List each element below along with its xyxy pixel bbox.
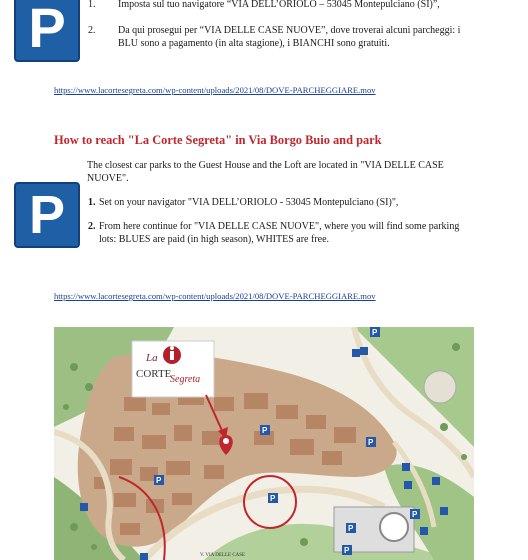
- parking-sign-bottom: [14, 182, 80, 248]
- en-intro-text: The closest car parks to the Guest House and the Loft are located in "VIA DELLE CASE NUOVE".: [87, 160, 444, 184]
- en-video-link[interactable]: https://www.lacortesegreta.com/wp-content/uploads/2021/08/DOVE-PARCHEGGIARE.mov: [54, 291, 376, 301]
- section-heading: How to reach "La Corte Segreta" in Via Borgo Buio and park: [54, 133, 382, 147]
- svg-text:P: P: [412, 510, 418, 519]
- svg-text:P: P: [270, 494, 276, 503]
- svg-text:P: P: [262, 426, 268, 435]
- map-logo-line3: Segreta: [170, 374, 201, 385]
- svg-text:P: P: [156, 476, 162, 485]
- map-logo-line1: La: [146, 352, 158, 364]
- parking-sign-letter: P: [28, 0, 66, 59]
- it-item-2-text: Da qui prosegui per “VIA DELLE CASE NUOVE”, dove troverai alcuni parcheggi: i BLU sono a pagamento (in alta stagione), i BIANCHI sono gratuiti.: [118, 25, 461, 49]
- parking-sign-top: [14, 0, 80, 62]
- parking-sign-letter: P: [28, 185, 66, 245]
- town-map-illustration: [54, 327, 474, 560]
- en-item-2-text: From here continue for "VIA DELLE CASE NUOVE", where you will find some parking lots: BLUES are paid (in high season), WHITES are free.: [99, 221, 460, 245]
- svg-text:P: P: [368, 438, 374, 447]
- it-item-2-number: 2.: [88, 25, 96, 36]
- map-street-label: V. VIA DELLE CASE: [200, 553, 246, 558]
- it-video-link[interactable]: https://www.lacortesegreta.com/wp-content/uploads/2021/08/DOVE-PARCHEGGIARE.mov: [54, 85, 376, 95]
- en-item-1-text: Set on your navigator "VIA DELL’ORIOLO - 53045 Montepulciano (SI)",: [99, 197, 399, 208]
- svg-text:P: P: [348, 524, 354, 533]
- town-map: [54, 327, 474, 560]
- svg-text:P: P: [344, 546, 350, 555]
- en-item-2-number: 2.: [88, 221, 96, 232]
- it-item-1-number: 1.: [88, 0, 96, 10]
- svg-text:P: P: [372, 328, 378, 337]
- en-item-1-number: 1.: [88, 197, 96, 208]
- map-logo-line2: CORTE: [136, 368, 172, 380]
- it-item-1-text: Imposta sul tuo navigatore “VIA DELL’ORIOLO – 53045 Montepulciano (SI)”,: [118, 0, 440, 10]
